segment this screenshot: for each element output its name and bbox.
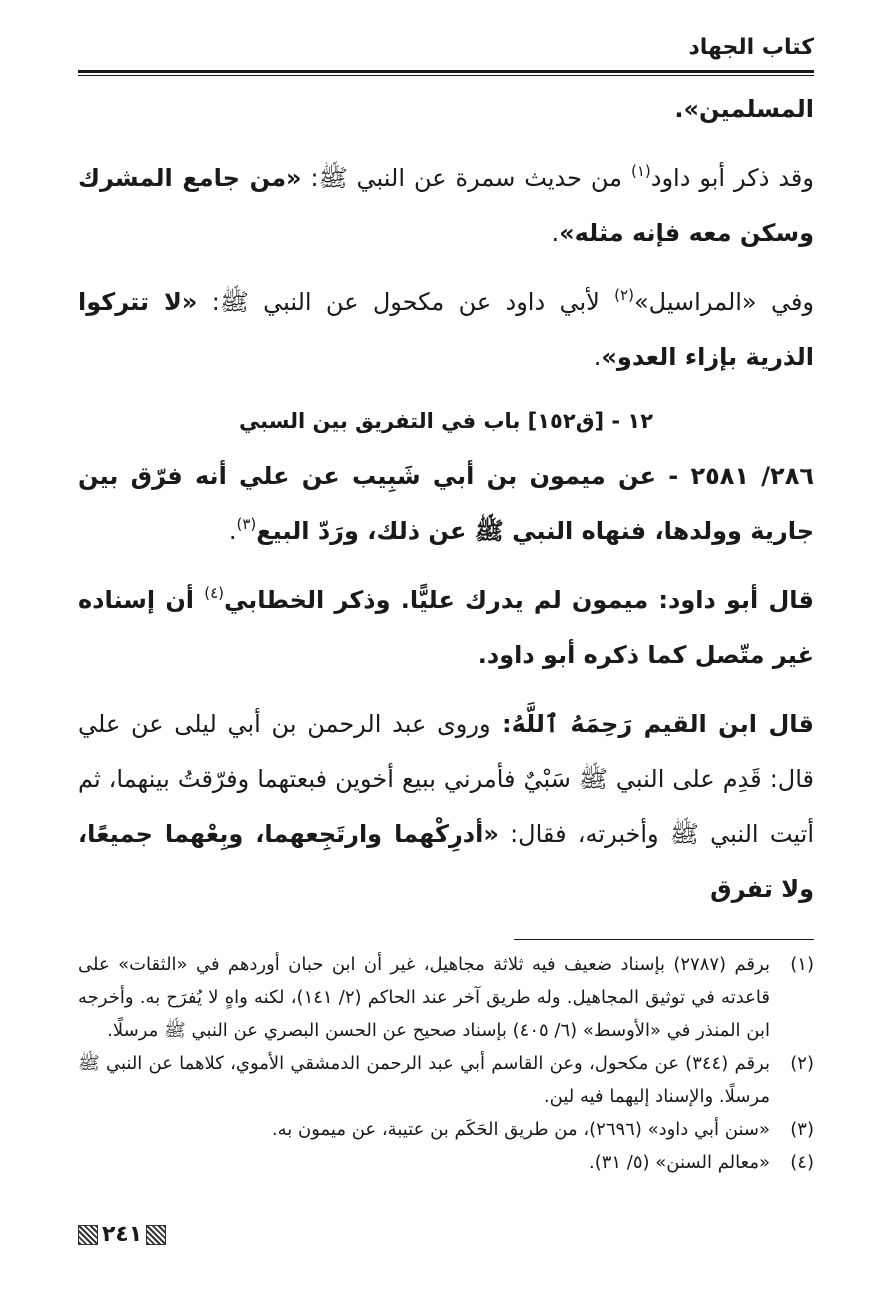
paragraph-1 bbox=[78, 82, 814, 137]
footnote-separator bbox=[514, 939, 814, 940]
header-rule bbox=[78, 70, 814, 76]
page-number bbox=[78, 1222, 166, 1247]
paragraph-2 bbox=[78, 151, 814, 261]
footnote-text: برقم (٣٤٤) عن مكحول، وعن القاسم أبي عبد الرحمن الدمشقي الأموي، كلاهما عن النبي ﷺ مرسلًا. والإسناد إليهما فيه لين. bbox=[78, 1053, 770, 1107]
ornament-left-icon bbox=[78, 1225, 98, 1245]
ornament-right-icon bbox=[146, 1225, 166, 1245]
paragraph-5-text-a: قال أبو داود: ميمون لم يدرك عليًّا. وذكر الخطابي bbox=[224, 586, 814, 614]
footnote-ref-3[interactable]: (٣) bbox=[236, 515, 257, 533]
hadith-quote-2: «لا تتركوا الذرية بإزاء العدو» bbox=[78, 288, 814, 371]
paragraph-2-text-a: وقد ذكر أبو داود bbox=[650, 164, 814, 192]
paragraph-1-text: المسلمين». bbox=[674, 95, 814, 123]
footnote-4 bbox=[78, 1146, 814, 1179]
footnote-ref-2[interactable]: (٢) bbox=[614, 286, 634, 304]
chapter-heading: ١٢ - [ق١٥٢] باب في التفريق بين السبي bbox=[238, 409, 654, 433]
paragraph-4 bbox=[78, 449, 814, 559]
paragraph-5-text-b: أن إسناده غير متّصل كما ذكره أبو داود. bbox=[78, 586, 814, 669]
hadith-quote-1: «من جامع المشرك وسكن معه فإنه مثله» bbox=[78, 164, 814, 247]
paragraph-3-text-b: لأبي داود عن مكحول عن النبي ﷺ: bbox=[197, 288, 615, 316]
paragraph-5 bbox=[78, 573, 814, 683]
footnote-text: «معالم السنن» (٥/ ٣١). bbox=[588, 1152, 770, 1173]
paragraph-3 bbox=[78, 275, 814, 385]
paragraph-2-text-b: من حديث سمرة عن النبي ﷺ: bbox=[301, 164, 631, 192]
paragraph-6-text: وروى عبد الرحمن بن أبي ليلى عن علي قال: قَدِم على النبي ﷺ سَبْيٌ فأمرني ببيع أخوين فبعتهما وفرّقتُ بينهما، ثم أتيت النبي ﷺ وأخبرته، فقال: bbox=[78, 710, 814, 848]
running-header: كتاب الجهاد bbox=[688, 35, 814, 60]
footnote-text: برقم (٢٧٨٧) بإسناد ضعيف فيه ثلاثة مجاهيل، غير أن ابن حبان أوردهم في «الثقات» على قاعدته في توثيق المجاهيل. وله طريق آخر عند الحاكم (٢/ ١٤١)، لكنه واهٍ لا يُفرَح به. وأخرجه ابن المنذر في «الأوسط» (٦/ ٤٠٥) بإسناد صحيح عن الحسن البصري عن النبي ﷺ مرسلًا. bbox=[78, 954, 770, 1041]
footnote-number: (١) bbox=[790, 954, 814, 975]
hadith-286: ٢٨٦/ ٢٥٨١ - عن ميمون بن أبي شَبِيب عن علي أنه فرّق بين جارية وولدها، فنهاه النبي ﷺ عن ذلك، ورَدّ البيع bbox=[78, 462, 814, 545]
footnotes bbox=[78, 948, 814, 1179]
hadith-quote-3: «أدرِكْهما وارتَجِعهما، وبِعْهما جميعًا، ولا تفرق bbox=[78, 820, 814, 903]
page bbox=[78, 30, 814, 1179]
page-number-text: ٢٤١ bbox=[102, 1222, 143, 1247]
paragraph-3-text-a: وفي «المراسيل» bbox=[633, 288, 815, 316]
footnote-text: «سنن أبي داود» (٢٦٩٦)، من طريق الحَكَم بن عتيبة، عن ميمون به. bbox=[271, 1119, 770, 1140]
footnote-number: (٣) bbox=[790, 1119, 814, 1140]
paragraph-2-end: . bbox=[551, 219, 560, 247]
footnote-ref-4[interactable]: (٤) bbox=[204, 584, 224, 602]
footnote-number: (٤) bbox=[790, 1152, 814, 1173]
footnote-1 bbox=[78, 948, 814, 1047]
paragraph-3-end: . bbox=[593, 343, 602, 371]
ibn-al-qayyim-label: قال ابن القيم رَحِمَهُ ٱللَّهُ: bbox=[490, 710, 814, 738]
footnote-ref-1[interactable]: (١) bbox=[630, 162, 651, 180]
footnote-2 bbox=[78, 1047, 814, 1113]
paragraph-4-end: . bbox=[228, 517, 237, 545]
paragraph-6 bbox=[78, 697, 814, 917]
footnote-3 bbox=[78, 1113, 814, 1146]
footnote-number: (٢) bbox=[790, 1053, 814, 1074]
